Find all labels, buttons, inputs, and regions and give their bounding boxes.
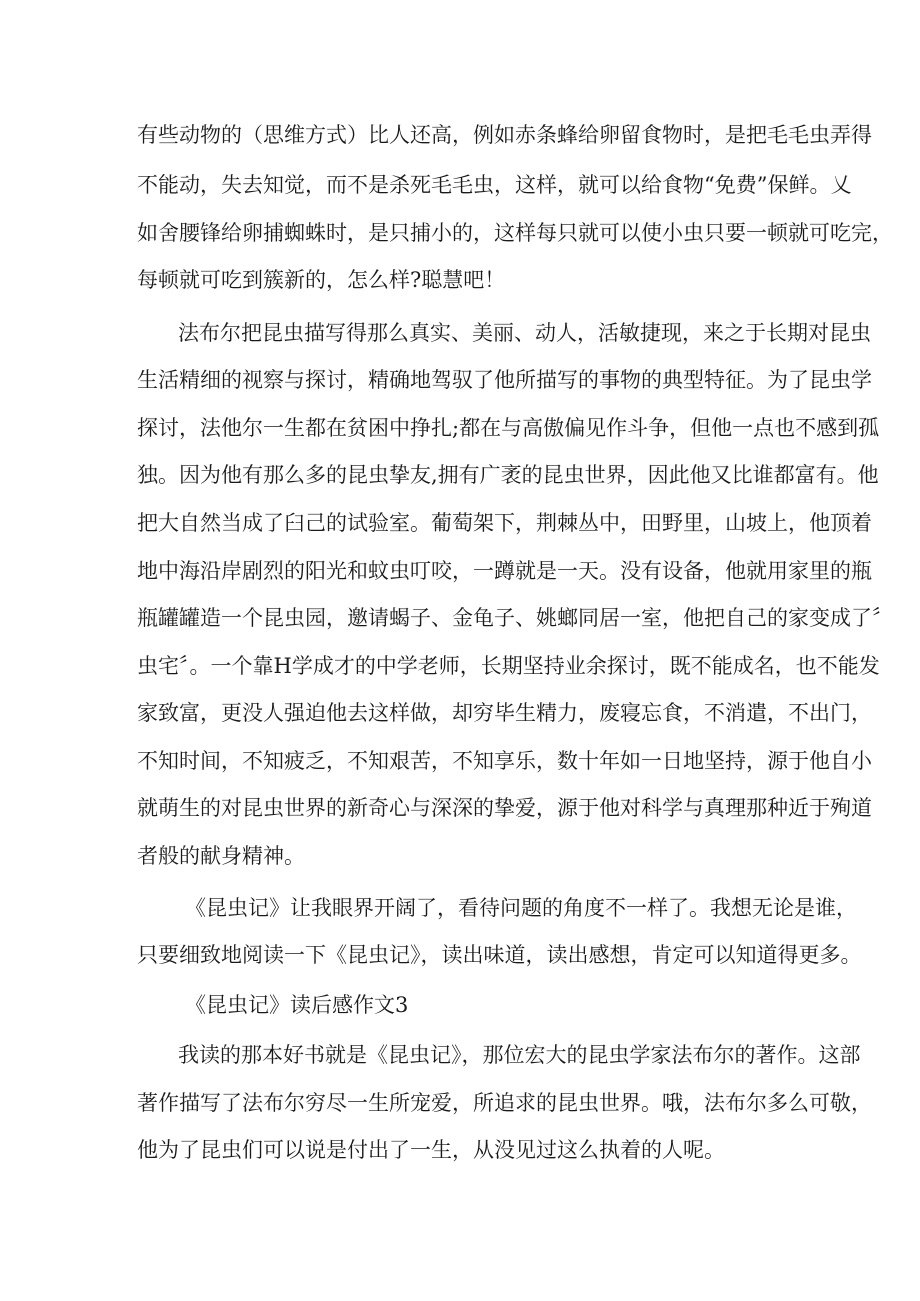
paragraph-line: 就萌生的对昆虫世界的新奇心与深深的挚爱，源于他对科学与真理那种近于殉道 <box>137 796 872 820</box>
paragraph-line: 《昆虫记》让我眼界开阔了，看待问题的角度不一样了。我想无论是谁， <box>185 896 857 920</box>
paragraph-line: 探讨，法他尔一生都在贫困中挣扎;都在与高傲偏见作斗争，但他一点也不感到孤 <box>137 416 880 440</box>
paragraph-line: 虫宅〞。一个靠H学成才的中学老师，长期坚持业余探讨，既不能成名，也不能发 <box>137 654 880 678</box>
paragraph-line: 他为了昆虫们可以说是付出了一生，从没见过这么执着的人呢。 <box>137 1138 725 1162</box>
paragraph-line: 著作描写了法布尔穷尽一生所宠爱，所追求的昆虫世界。哦，法布尔多么可敬， <box>137 1091 872 1115</box>
paragraph-line: 独。因为他有那么多的昆虫挚友,拥有广袤的昆虫世界，因此他又比谁都富有。他 <box>137 463 879 487</box>
paragraph-line: 生活精细的视察与探讨，精确地驾驭了他所描写的事物的典型特征。为了昆虫学 <box>137 368 872 392</box>
paragraph-line: 不能动，失去知觉，而不是杀死毛毛虫，这样，就可以给食物“免费”保鲜。乂 <box>137 173 852 197</box>
paragraph-line: 法布尔把昆虫描写得那么真实、美丽、动人，活敏捷现，来之于长期对昆虫 <box>178 321 871 345</box>
paragraph-line: 把大自然当成了臼己的试验室。葡萄架下，荆棘丛中，田野里，山坡上，他顶着 <box>137 511 872 535</box>
paragraph-line: 如舍腰锋给卵捕蜘蛛时，是只捕小的，这样每只就可以使小虫只要一顿就可吃完， <box>137 221 893 245</box>
paragraph-line: 每顿就可吃到簇新的，怎么样?聪慧吧！ <box>137 268 506 292</box>
paragraph-line: 瓶罐罐造一个昆虫园，邀请蝎子、金龟子、姚螂同居一室，他把自己的家变成了〞 <box>137 606 893 630</box>
paragraph-line: 者般的献身精神。 <box>137 844 305 868</box>
paragraph-line: 我读的那本好书就是《昆虫记》，那位宏大的昆虫学家法布尔的著作。这部 <box>178 1043 861 1067</box>
paragraph-line: 家致富，更没人强迫他去这样做，却穷毕生精力，废寝忘食，不消遣，不出门， <box>137 701 872 725</box>
section-heading: 《昆虫记》读后感作文3 <box>185 993 409 1017</box>
paragraph-line: 有些动物的（思维方式）比人还高，例如赤条蜂给卵留食物时，是把毛毛虫弄得 <box>137 123 872 147</box>
paragraph-line: 地中海沿岸剧烈的阳光和蚊虫叮咬，一蹲就是一天。没有设备，他就用家里的瓶 <box>137 559 872 583</box>
paragraph-line: 不知时间，不知疲乏，不知艰苦，不知享乐，数十年如一日地坚持，源于他自小 <box>137 749 872 773</box>
paragraph-line: 只要细致地阅读一下《昆虫记》，读出味道，读出感想，肯定可以知道得更多。 <box>137 943 862 967</box>
